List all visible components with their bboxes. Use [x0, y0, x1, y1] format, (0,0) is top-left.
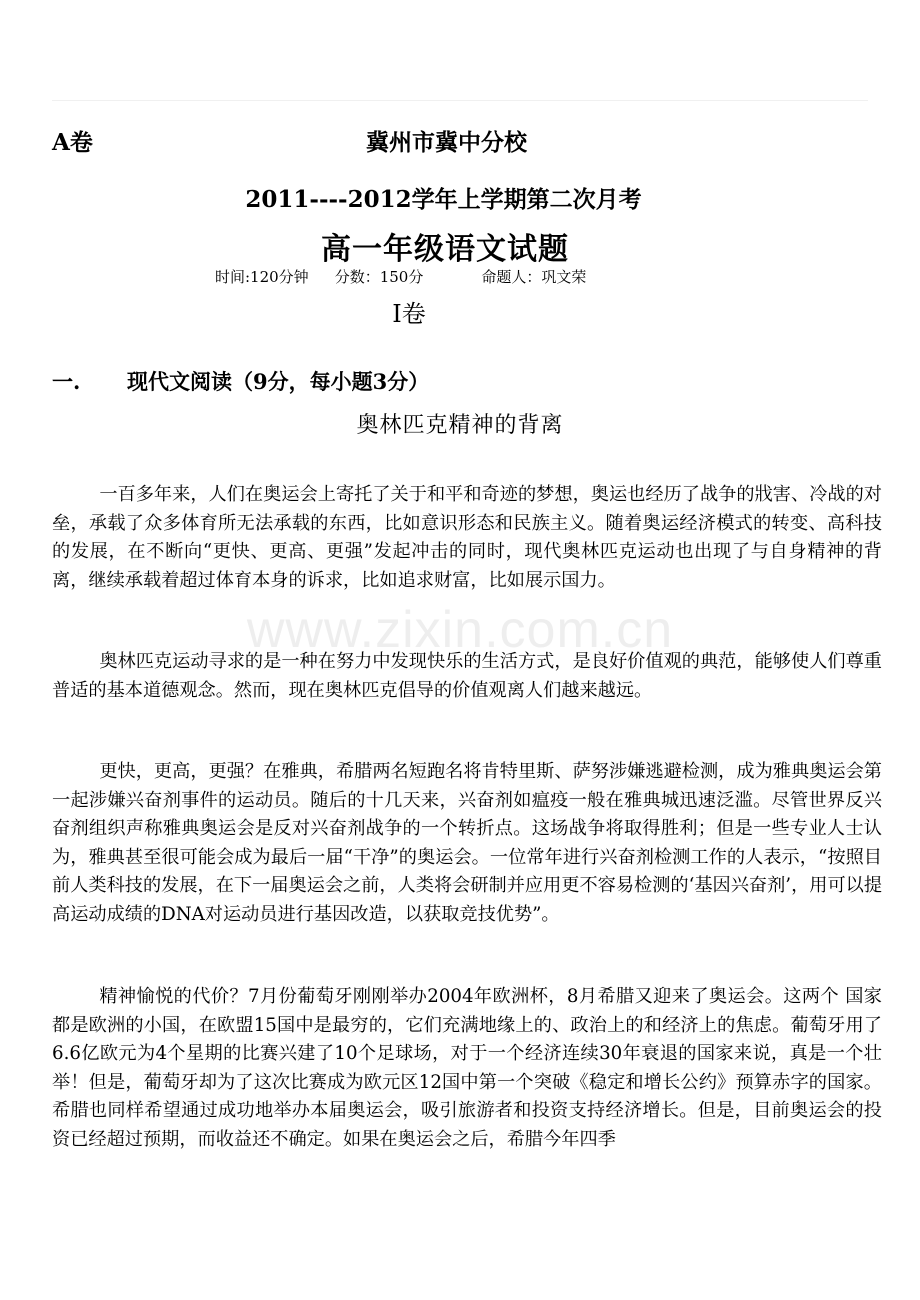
watermark: www.zixin.com.cn	[246, 601, 674, 659]
exam-time: 时间:120分钟	[215, 268, 309, 286]
exam-author: 命题人：巩文荣	[481, 268, 587, 286]
part-title: Ⅰ卷	[392, 300, 426, 328]
article-paragraph: 一百多年来，人们在奥运会上寄托了关于和平和奇迹的梦想，奥运也经历了战争的戕害、冷战的对垒，承载了众多体育所无法承载的东西，比如意识形态和民族主义。随着奥运经济模式的转变、高科技的发展，在不断向“更快、更高、更强”发起冲击的同时，现代奥林匹克运动也出现了与自身精神的背离，继续承载着超过体育本身的诉求，比如追求财富，比如展示国力。	[52, 484, 882, 591]
article-paragraph: 精神愉悦的代价？7月份葡萄牙刚刚举办2004年欧洲杯，8月希腊又迎来了奥运会。这两个 国家都是欧洲的小国，在欧盟15国中是最穷的，它们充满地缘上的、政治上的和经济上的焦虑。葡萄牙用了6.6亿欧元为4个星期的比赛兴建了10个足球场，对于一个经济连续30年衰退的国家来说，真是一个壮举！但是，葡萄牙却为了这次比赛成为欧元区12国中第一个突破《稳定和增长公约》预算赤字的国家。希腊也同样希望通过成功地举办本届奥运会，吸引旅游者和投资支持经济增长。但是，目前奥运会的投资已经超过预期，而收益还不确定。如果在奥运会之后，希腊今年四季	[52, 986, 882, 1150]
exam-score: 分数：150分	[334, 268, 424, 286]
school-name: 冀州市冀中分校	[366, 129, 527, 156]
article-paragraph: 更快，更高，更强？在雅典，希腊两名短跑名将肯特里斯、萨努涉嫌逃避检测，成为雅典奥运会第一起涉嫌兴奋剂事件的运动员。随后的十几天来，兴奋剂如瘟疫一般在雅典城迅速泛滥。尽管世界反兴奋剂组织声称雅典奥运会是反对兴奋剂战争的一个转折点。这场战争将取得胜利；但是一些专业人士认为，雅典甚至很可能会成为最后一届“干净”的奥运会。一位常年进行兴奋剂检测工作的人表示，“按照目前人类科技的发展，在下一届奥运会之前，人类将会研制并应用更不容易检测的‘基因兴奋剂’，用可以提高运动成绩的DNA对运动员进行基因改造，以获取竞技优势”。	[52, 761, 883, 925]
section-number: 一.	[52, 369, 81, 394]
volume-label: A卷	[52, 129, 93, 156]
article-title: 奥林匹克精神的背离	[356, 413, 564, 438]
page-title: 高一年级语文试题	[321, 232, 569, 267]
exam-title: 2011----2012学年上学期第二次月考	[245, 186, 642, 213]
section-heading	[52, 366, 429, 396]
header-divider	[52, 100, 868, 101]
section-title: 现代文阅读（9分，每小题3分）	[127, 369, 430, 394]
exam-meta	[215, 266, 586, 287]
article-paragraph: 奥林匹克运动寻求的是一种在努力中发现快乐的生活方式，是良好价值观的典范，能够使人们尊重普适的基本道德观念。然而，现在奥林匹克倡导的价值观离人们越来越远。	[52, 651, 882, 701]
